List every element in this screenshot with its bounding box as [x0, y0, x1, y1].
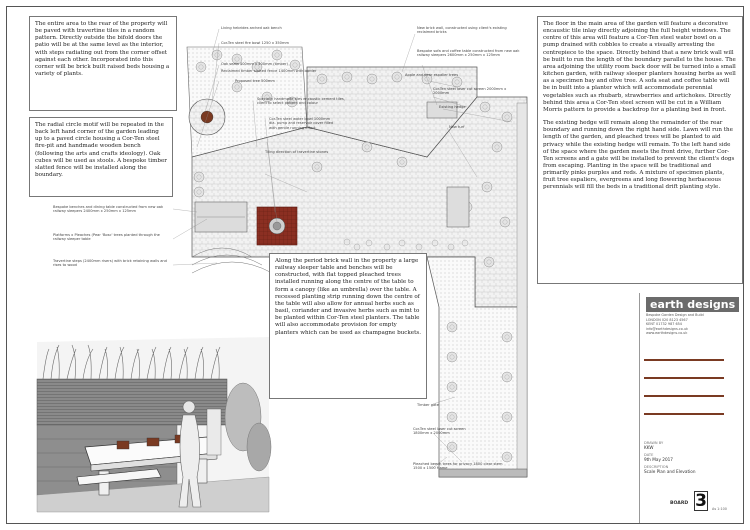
note-brick-wall: Along the period brick wall in the property a large railway sleeper table and benches will be constructed, with flat topped pleached trees installed running along the centre of the table to form a canopy (like an umbrella) over the table. A recessed planting strip running down the centre of the table will also allow for annual herbs such as basil, coriander and invasive herbs such as mint to be planted within Cor-Ten steel planters. The table will also accommodate provision for empty planters which can be used as champagne buckets. [269, 253, 427, 399]
annotation-water-bowl: Cor-Ten steel water bowl 1000mm dia. pump and reservoir cover filled with gentle running effect [269, 117, 334, 130]
annotation-espaliers: Apple and pear espalier trees [405, 73, 459, 77]
note-main-area-text: The floor in the main area of the garden will feature a decorative encaustic tile inlay directly adjoining the full height windows. The centre of this area will feature a Cor-Ten steel water bowl on a pump drained with cobbles to create a visually arresting the centrepiece to the space. Directly behind that a new brick wall will be built to run the length of the boundary parallel to the house. The area adjoining the utility room back door will be turned into a small kitchen garden, with railway sleeper planters housing herbs as well as a specimen bay and olive tree. A sofa seat and coffee table will be in built into a planter which will accommodate perennial vegetables such as rhubarb, strawberries and artichokes. Directly behind this area a Cor-Ten steel screen will be cut in a William Morris pattern to provide a backdrop for a planting bed in front. [543, 21, 736, 113]
annotation-timber-gate: Timber gate [417, 403, 439, 407]
annotation-dining-table: Bespoke benches and dining table constructed from new oak railway sleepers 2400mm x 250mm x 125mm [53, 205, 164, 214]
corten-swatch-bar [644, 359, 724, 361]
annotation-proposed-tree: Proposed tree 500mm [235, 79, 275, 83]
annotation-pleached-beech: Pleached beech trees for privacy 1800 clear stem 1500 x 1500 frame [413, 462, 503, 471]
board-label: BOARD [670, 501, 689, 506]
logo-brand-earth: earth [650, 298, 684, 311]
date-value: 9th May 2017 [644, 457, 673, 462]
note-main-area [537, 16, 743, 284]
annotation-travertine-direction: Tiling direction of travertine stones [265, 150, 329, 154]
note-radial-circle: The radial circle motif will be repeated in the back left hand corner of the garden leading up to a paved circle housing a Cor-Ten steel fire-pit and handmade wooden bench (following the arts and crafts ideology). Oak cubes will be used as stools. A bespoke timber slatted fence will be installed along the boundary. [29, 117, 173, 197]
company-details: Bespoke Garden Design and Build LONDON 020 8123 4567 KENT 01732 987 654 info@earthdesigns.co.uk www.earthdesigns.co.uk [646, 313, 704, 336]
slatted-fence [37, 379, 227, 425]
annotation-corten-screen-2: Cor-Ten steel laser cut screen 1800mm x 2000mm [413, 427, 466, 436]
annotation-encaustic-tiles: Specially handmade tiles encaustic cement tiles, client to select pattern and colour [257, 97, 345, 106]
note-rear-area: The entire area to the rear of the property will be paved with travertine tiles in a random pattern. Directly outside the bifold doors the patio will be at the same level as the interior, with steps radiating out from the corner offset against each other. Incorporated into this corner will be brick built raised beds housing a variety of plants. [29, 16, 177, 111]
title-block [639, 293, 743, 523]
drawn-by-label: DRAWN BY [644, 441, 664, 445]
date-label: DATE [644, 453, 654, 457]
annotation-oak-seats: Oak seats 400mm x 400mm (timber) [221, 62, 288, 66]
company-logo [646, 297, 739, 312]
annotation-corten-screen: Cor-Ten steel laser cut screen 2000mm x 2000mm [433, 87, 507, 96]
annotation-pleached-pears: Platforms x Pleaches (Pear 'Bosc' trees planted through the railway sleeper table [53, 233, 160, 242]
annotation-new-turf: New turf [449, 125, 465, 129]
corten-swatch-bar [644, 413, 724, 415]
annotation-travertine-steps: Travertine steps (2400mm risers) with brick retaining walls and rises to wood [53, 259, 167, 268]
elevation-sketch [37, 337, 271, 512]
description-value: Scale Plan and Elevation [644, 469, 696, 474]
note-hedge-text: The existing hedge will remain along the remainder of the rear boundary and running down the right hand side. Lawn will run the length of the garden, and pleached trees will be planted to aid privacy while the existing hedge will remain. To the left hand side of the space where the garden meets the front drive, further Cor-Ten screens and a gate will be installed to prevent the client's dogs from escaping. Planting in the space will be traditional and primarily pinks purples and reds. A mixture of specimen plants, fruit tree espaliers, evergreens and long flowering herbaceous perennials will fill the beds in a traditional drift planting style. [543, 120, 735, 191]
annotation-oak-bench: Living hebrides arched oak bench [221, 26, 282, 30]
board-scale: As 1:100 [712, 507, 727, 511]
annotation-sofa-table: Bespoke sofa and coffee table constructed from new oak railway sleepers 2600mm x 250mm x 125mm [417, 49, 520, 58]
logo-brand-designs: designs [683, 298, 736, 311]
annotation-fire-bowl: Cor-Ten steel fire bowl 1250 x 350mm [221, 41, 289, 45]
annotation-existing-hedge: Existing hedge [439, 105, 466, 109]
corten-swatch-bar [644, 377, 724, 379]
description-label: DESCRIPTION [644, 465, 669, 469]
corten-swatch-bar [644, 395, 724, 397]
annotation-brick-wall: New brick wall, constructed using client's existing reclaimed bricks [417, 26, 507, 35]
annotation-slatted-fence: Reclaimed timber slatted fence 1400mm with border [221, 69, 317, 73]
design-board [6, 6, 744, 524]
drawn-by-value: KKW [644, 445, 654, 450]
board-number: 3 [695, 491, 707, 511]
